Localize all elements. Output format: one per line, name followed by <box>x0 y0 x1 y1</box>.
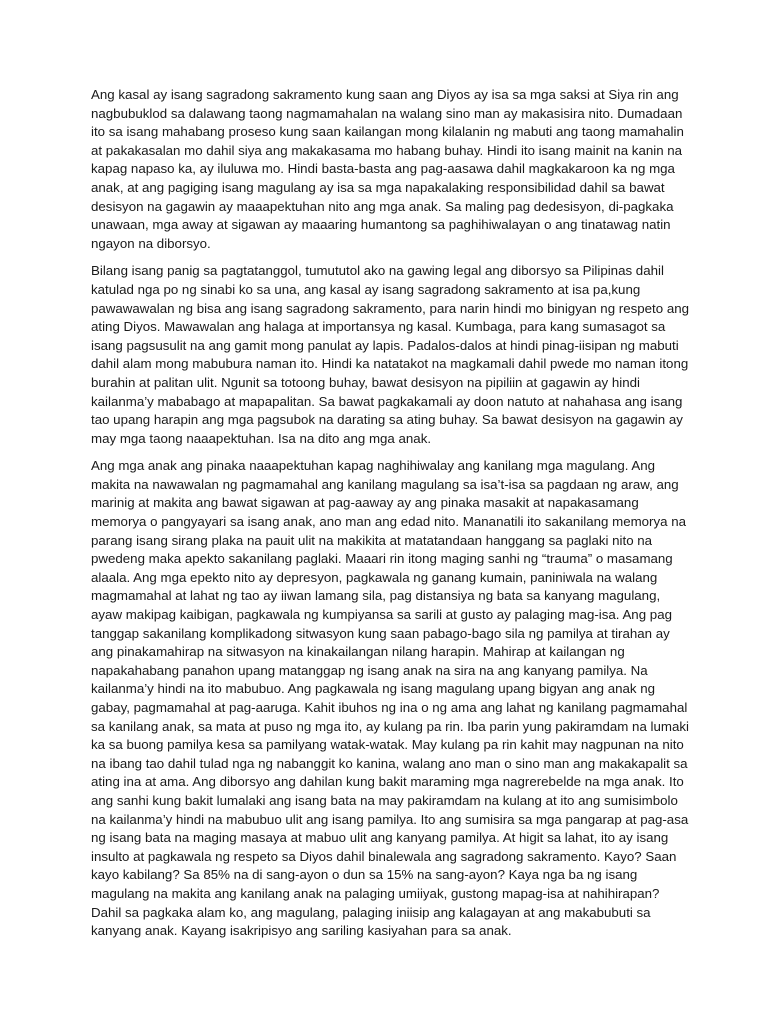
paragraph-2: Bilang isang panig sa pagtatanggol, tumututol ako na gawing legal ang diborsyo sa Pilipinas dahil katulad nga po ng sinabi ko sa una, ang kasal ay isang sagradong sakramento at isa pa,kung pawawawalan ng bisa ang isang sagradong sakramento, para narin hindi mo binigyan ng respeto ang ating Diyos. Mawawalan ang halaga at importansya ng kasal. Kumbaga, para kang sumasagot sa isang pagsusulit na ang gamit mong panulat ay lapis. Padalos-dalos at hindi pinag-iisipan ng mabuti dahil alam mong mabubura naman ito. Hindi ka natatakot na magkamali dahil pwede mo naman itong burahin at palitan ulit. Ngunit sa totoong buhay, bawat desisyon na pipiliin at gagawin ay hindi kailanma’y mababago at mapapalitan. Sa bawat pagkakamali ay doon natuto at nahahasa ang isang tao upang harapin ang mga pagsubok na darating sa ating buhay. Sa bawat desisyon na gagawin ay may mga taong naaapektuhan. Isa na dito ang mga anak. <box>91 263 690 446</box>
document-body <box>91 86 691 950</box>
paragraph-3: Ang mga anak ang pinaka naaapektuhan kapag naghihiwalay ang kanilang mga magulang. Ang makita na nawawalan ng pagmamahal ang kanilang magulang sa isa’t-isa sa pagdaan ng araw, ang marinig at makita ang bawat sigawan at pag-aaway ay ang pinaka masakit at napakasamang memorya o pangyayari sa isang anak, ano man ang edad nito. Mananatili ito sakanilang memorya na parang isang sirang plaka na pauit ulit na makikita at matatandaan hanggang sa paglaki nito na pwedeng maka apekto sakanilang paglaki. Maaari rin itong maging sanhi ng “trauma” o masamang alaala. Ang mga epekto nito ay depresyon, pagkawala ng ganang kumain, paniniwala na walang magmamahal at lahat ng tao ay iiwan lamang sila, pag distansiya ng bata sa kanyang magulang, ayaw makipag kaibigan, pagkawala ng kumpiyansa sa sarili at gusto ay palaging mag-isa. Ang pag tanggap sakanilang komplikadong sitwasyon kung saan pabago-bago sila ng pamilya at tirahan ay ang pinakamahirap na sitwasyon na kinakailangan nilang harapin. Mahirap at kailangan ng napakahabang panahon upang matanggap ng isang anak na sira na ang kanyang pamilya. Na kailanma’y hindi na ito mabubuo. Ang pagkawala ng isang magulang upang bigyan ang anak ng gabay, pagmamahal at pag-aaruga. Kahit ibuhos ng ina o ng ama ang lahat ng kanilang pagmamahal sa kanilang anak, sa mata at puso ng mga ito, ay kulang pa rin. Iba parin yung pakiramdam na lumaki ka sa buong pamilya kesa sa pamilyang watak-watak. May kulang pa rin kahit may nagpunan na nito na ibang tao dahil tulad nga ng nabanggit ko kanina, walang ano man o sino man ang makakapalit sa ating ina at ama. Ang diborsyo ang dahilan kung bakit maraming mga nagrerebelde na mga anak. Ito ang sanhi kung bakit lumalaki ang isang bata na may pakiramdam na kulang at ito ang sumisimbolo na kailanma’y hindi na mabubuo ulit ang isang pamilya. Ito ang sumisira sa mga pangarap at pag-asa ng isang bata na maging masaya at mabuo ulit ang kanyang pamilya. At higit sa lahat, ito ay isang insulto at pagkawala ng respeto sa Diyos dahil binalewala ang sagradong sakramento. Kayo? Saan kayo kabilang? Sa 85% na di sang-ayon o dun sa 15% na sang-ayon? Kaya nga ba ng isang magulang na makita ang kanilang anak na palaging umiiyak, gustong mapag-isa at nahihirapan? Dahil sa pagkaka alam ko, ang magulang, palaging iniisip ang kalagayan at ang makabubuti sa kanyang anak. Kayang isakripisyo ang sariling kasiyahan para sa anak. <box>91 458 689 939</box>
paragraph-1: Ang kasal ay isang sagradong sakramento kung saan ang Diyos ay isa sa mga saksi at Siya rin ang nagbubuklod sa dalawang taong nagmamahalan na walang sino man ay makasisira nito. Dumadaan ito sa isang mahabang proseso kung saan kailangan mong kilalanin ng mabuti ang taong mamahalin at pakakasalan mo dahil siya ang makakasama mo habang buhay. Hindi ito isang mainit na kanin na kapag napaso ka, ay iluluwa mo. Hindi basta-basta ang pag-aasawa dahil magkakaroon ka ng mga anak, at ang pagiging isang magulang ay isa sa mga napakalaking responsibilidad dahil sa bawat desisyon na gagawin ay maaapektuhan nito ang mga anak. Sa maling pag dedesisyon, di-pagkaka unawaan, mga away at sigawan ay maaaring humantong sa paghihiwalayan o ang tinatawag natin ngayon na diborsyo. <box>91 87 684 251</box>
